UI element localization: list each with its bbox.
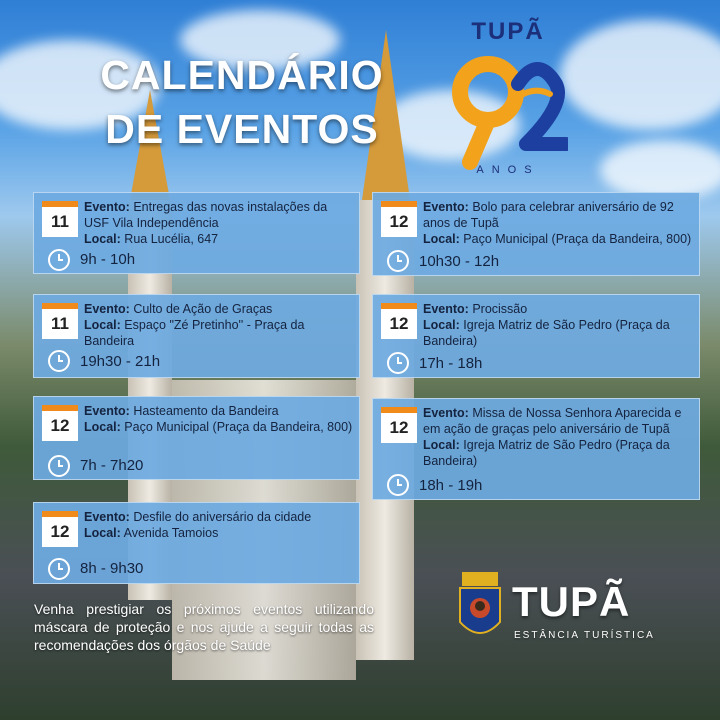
event-name: Entregas das novas instalações da USF Vila Independência: [84, 200, 328, 230]
event-card-7: 12 Evento: Desfile do aniversário da cidade Local: Avenida Tamoios 8h - 9h30: [33, 502, 360, 584]
event-card-4: 12 Evento: Procissão Local: Igreja Matriz de São Pedro (Praça da Bandeira) 17h - 18h: [372, 294, 700, 378]
clock-icon: [387, 250, 409, 272]
anniversary-logo: [448, 18, 568, 188]
event-time: 17h - 18h: [419, 355, 483, 372]
event-location: Paço Municipal (Praça da Bandeira, 800): [124, 420, 353, 434]
event-name: Bolo para celebrar aniversário de 92 anos de Tupã: [423, 200, 674, 230]
footer-message: Venha prestigiar os próximos eventos utilizando máscara de proteção e nos ajude a seguir todas as recomendações dos órgãos de Saúde: [34, 601, 374, 653]
calendar-icon: 12: [42, 405, 78, 441]
event-time: 9h - 10h: [80, 251, 136, 268]
clock-icon: [387, 352, 409, 374]
clock-icon: [48, 249, 70, 271]
title-line-2: DE EVENTOS: [105, 106, 379, 152]
calendar-icon: 12: [42, 511, 78, 547]
calendar-icon: 12: [381, 201, 417, 237]
event-time: 7h - 7h20: [80, 457, 144, 474]
event-location: Paço Municipal (Praça da Bandeira, 800): [463, 232, 692, 246]
event-location: Igreja Matriz de São Pedro (Praça da Bandeira): [423, 318, 670, 348]
calendar-icon: 11: [42, 201, 78, 237]
event-card-3: 11 Evento: Culto de Ação de Graças Local: Espaço "Zé Pretinho'' - Praça da Bandeira 19h30 - 21h: [33, 294, 360, 378]
event-card-5: 12 Evento: Hasteamento da Bandeira Local: Paço Municipal (Praça da Bandeira, 800) 7h - 7h20: [33, 396, 360, 480]
logo-bottom-text: ANOS: [476, 164, 540, 176]
city-crest-icon: [458, 572, 502, 642]
event-name: Missa de Nossa Senhora Aparecida e em ação de graças pelo aniversário de Tupã: [423, 406, 682, 436]
clock-icon: [48, 455, 70, 477]
event-location: Avenida Tamoios: [123, 526, 219, 540]
event-name: Culto de Ação de Graças: [133, 302, 273, 316]
event-location: Espaço "Zé Pretinho'' - Praça da Bandeira: [84, 318, 305, 348]
event-location: Rua Lucélia, 647: [124, 232, 219, 246]
event-name: Desfile do aniversário da cidade: [133, 510, 312, 524]
calendar-icon: 11: [42, 303, 78, 339]
logo-top-text: TUPÃ: [471, 18, 545, 45]
clock-icon: [387, 474, 409, 496]
event-time: 19h30 - 21h: [80, 353, 161, 370]
event-name: Hasteamento da Bandeira: [133, 404, 279, 418]
event-name: Procissão: [472, 302, 528, 316]
clock-icon: [48, 558, 70, 580]
brand-name: TUPÃ: [512, 578, 631, 625]
event-card-2: 12 Evento: Bolo para celebrar aniversário de 92 anos de Tupã Local: Paço Municipal (Praça da Bandeira, 800) 10h30 - 12h: [372, 192, 700, 276]
event-card-1: 11 Evento: Entregas das novas instalações da USF Vila Independência Local: Rua Lucélia, 647 9h - 10h: [33, 192, 360, 274]
title-line-1: CALENDÁRIO: [100, 52, 384, 98]
event-time: 18h - 19h: [419, 477, 483, 494]
event-time: 8h - 9h30: [80, 560, 144, 577]
event-time: 10h30 - 12h: [419, 253, 500, 270]
event-card-6: 12 Evento: Missa de Nossa Senhora Aparecida e em ação de graças pelo aniversário de Tupã Local: Igreja Matriz de São Pedro (Praça da Bandeira) 18h - 19h: [372, 398, 700, 500]
calendar-icon: 12: [381, 303, 417, 339]
clock-icon: [48, 350, 70, 372]
page-title: [92, 48, 392, 156]
brand-subtitle: ESTÂNCIA TURÍSTICA: [514, 630, 655, 641]
event-location: Igreja Matriz de São Pedro (Praça da Bandeira): [423, 438, 670, 468]
calendar-icon: 12: [381, 407, 417, 443]
